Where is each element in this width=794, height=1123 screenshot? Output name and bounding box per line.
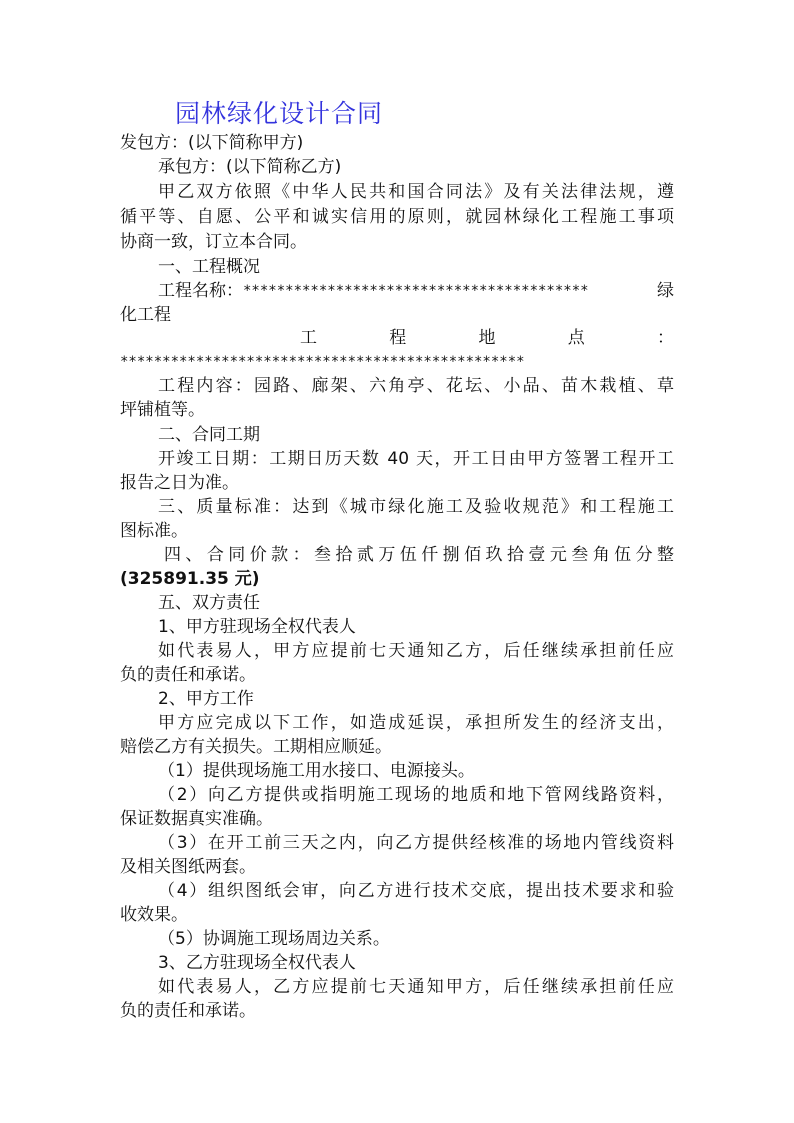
preamble-line-1: 甲乙双方依照《中华人民共和国合同法》及有关法律法规，遵 (158, 182, 674, 202)
subsection-2-line-2: 赔偿乙方有关损失。工期相应顺延。 (120, 737, 392, 757)
section-heading-1: 一、工程概况 (158, 257, 260, 277)
item-2-line-1: （2）向乙方提供或指明施工现场的地质和地下管网线路资料， (158, 785, 674, 805)
quality-line-1: 三、质量标准：达到《城市绿化施工及验收规范》和工程施工 (158, 497, 674, 517)
subsection-3-line-1: 如代表易人，乙方应提前七天通知甲方，后任继续承担前任应 (158, 977, 674, 997)
project-location-stars: ************************************************ (120, 354, 525, 370)
section-heading-2: 二、合同工期 (158, 425, 260, 445)
item-4-line-1: （4）组织图纸会审，向乙方进行技术交底，提出技术要求和验 (158, 881, 674, 901)
item-4-line-2: 收效果。 (120, 905, 188, 925)
section-heading-5: 五、双方责任 (158, 593, 260, 613)
subsection-1-line-1: 如代表易人，甲方应提前七天通知乙方，后任继续承担前任应 (158, 641, 674, 661)
location-char-4: 点 (567, 328, 585, 348)
item-2-line-2: 保证数据真实准确。 (120, 809, 273, 829)
subsection-3-heading: 3、乙方驻现场全权代表人 (158, 953, 356, 973)
project-content-line-1: 工程内容：园路、廊架、六角亭、花坛、小品、苗木栽植、草 (158, 376, 674, 396)
item-3-line-1: （3）在开工前三天之内，向乙方提供经核准的场地内管线资料 (158, 833, 674, 853)
subsection-2-heading: 2、甲方工作 (158, 689, 254, 709)
item-3-line-2: 及相关图纸两套。 (120, 857, 256, 877)
quality-line-2: 图标准。 (120, 521, 188, 541)
price-line-1: 四、合同价款：叁拾贰万伍仟捌佰玖拾壹元叁角伍分整 (164, 545, 674, 565)
subsection-3-line-2: 负的责任和承诺。 (120, 1001, 256, 1021)
project-location-row (300, 326, 674, 350)
subsection-1-heading: 1、甲方驻现场全权代表人 (158, 617, 356, 637)
document-title: 园林绿化设计合同 (175, 99, 384, 128)
location-char-1: 工 (300, 328, 317, 348)
party-b-line: 承包方：(以下简称乙方) (158, 157, 342, 177)
schedule-line-1: 开竣工日期：工期日历天数 40 天，开工日由甲方签署工程开工 (158, 449, 674, 469)
location-char-3: 地 (478, 328, 496, 348)
project-name-tail: 绿 (657, 281, 674, 301)
project-name-row (158, 279, 674, 303)
item-1: （1）提供现场施工用水接口、电源接头。 (158, 761, 475, 781)
subsection-1-line-2: 负的责任和承诺。 (120, 665, 256, 685)
subsection-2-line-1: 甲方应完成以下工作，如造成延误，承担所发生的经济支出， (158, 713, 674, 733)
location-colon: ： (657, 328, 674, 348)
project-content-line-2: 坪铺植等。 (120, 400, 205, 420)
price-line-2: (325891.35 元) (120, 569, 260, 589)
project-name-label: 工程名称： (158, 281, 243, 301)
project-name-stars: ***************************************** (243, 283, 589, 299)
location-char-2: 程 (389, 328, 407, 348)
item-5: （5）协调施工现场周边关系。 (158, 929, 390, 949)
project-name-cont: 化工程 (120, 305, 171, 325)
preamble-line-2: 循平等、自愿、公平和诚实信用的原则，就园林绿化工程施工事项 (120, 207, 674, 227)
schedule-line-2: 报告之日为准。 (120, 473, 239, 493)
party-a-line: 发包方：(以下简称甲方) (120, 133, 304, 153)
preamble-line-3: 协商一致，订立本合同。 (120, 232, 307, 252)
